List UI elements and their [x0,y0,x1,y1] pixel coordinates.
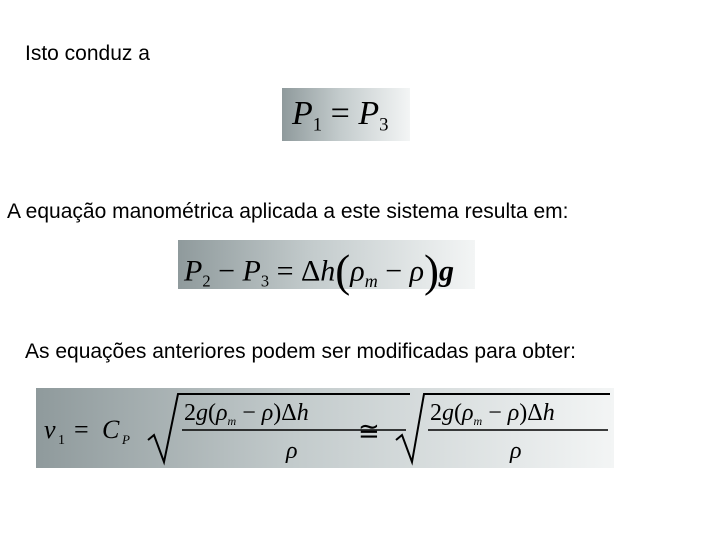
velocity-equation-graphic [36,388,614,468]
equation-velocity [36,388,614,468]
equation-manometric: $P_2 - P_3 = \Delta h(\rho_m - \rho)g$ [178,240,475,289]
svg-text:1: 1 [58,433,65,448]
svg-text:P: P [122,432,130,447]
intro-text: Isto conduz a [25,42,150,65]
svg-text:v: v [44,415,56,444]
svg-text:ρ: ρ [286,438,298,464]
modified-equations-text: As equações anteriores podem ser modificadas para obter: [25,340,576,363]
svg-text:ρ: ρ [510,438,522,464]
equation-p1-equals-p3: $P_1 = P_3$ [282,88,410,141]
manometric-text: A equação manométrica aplicada a este sistema resulta em: [7,200,569,223]
svg-text:2g(ρm − ρ)Δh: $2g(\rho_m - \rho)\Delta h$ [430,400,555,428]
svg-text:2g(ρm − ρ)Δh: $2g(\rho_m - \rho)\Delta h$ [184,400,309,428]
svg-text:≅: ≅ [358,417,380,446]
svg-text:C: C [102,415,120,444]
svg-text:=: = [74,415,89,444]
